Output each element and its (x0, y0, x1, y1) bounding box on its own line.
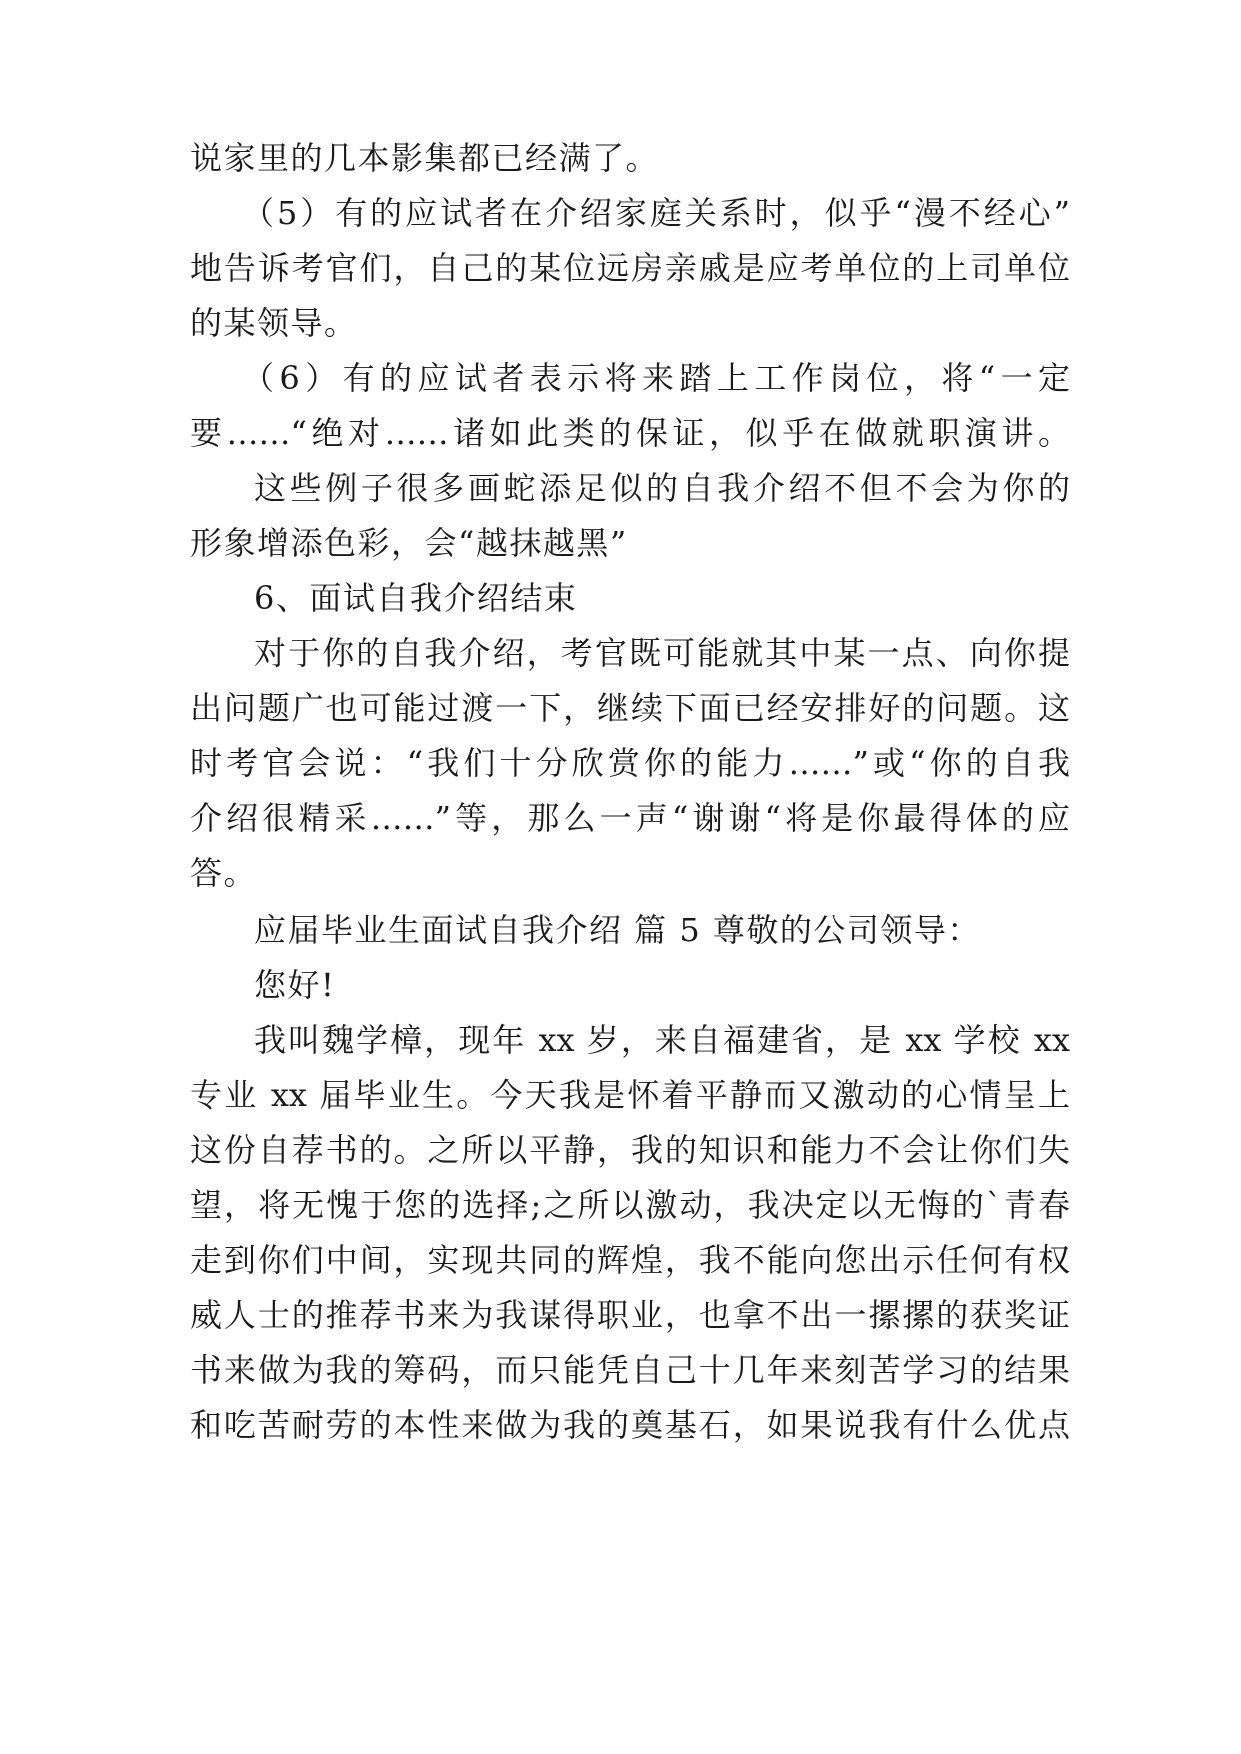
paragraph-line: 书来做为我的筹码，而只能凭自己十几年来刻苦学习的结果 (190, 1351, 1070, 1389)
paragraph-line: 我叫魏学樟，现年 xx 岁，来自福建省，是 xx 学校 xx (254, 1021, 1070, 1059)
paragraph-line: 威人士的推荐书来为我谋得职业，也拿不出一摞摞的获奖证 (190, 1296, 1070, 1334)
paragraph-line: 专业 xx 届毕业生。今天我是怀着平静而又激动的心情呈上 (190, 1076, 1070, 1114)
paragraph-line: 的某领导。 (190, 304, 358, 342)
paragraph-line: （6）有的应试者表示将来踏上工作岗位，将“一定 (242, 359, 1070, 397)
paragraph-line: 答。 (190, 854, 258, 892)
paragraph-line: 这些例子很多画蛇添足似的自我介绍不但不会为你的 (254, 469, 1070, 507)
paragraph-line: 走到你们中间，实现共同的辉煌，我不能向您出示任何有权 (190, 1241, 1070, 1279)
paragraph-line: 和吃苦耐劳的本性来做为我的奠基石，如果说我有什么优点 (190, 1406, 1070, 1444)
paragraph-line: 望，将无愧于您的选择;之所以激动，我决定以无悔的`青春 (190, 1186, 1070, 1224)
paragraph-line: 出问题广也可能过渡一下，继续下面已经安排好的问题。这 (190, 689, 1070, 727)
paragraph-line: 这份自荐书的。之所以平静，我的知识和能力不会让你们失 (190, 1131, 1070, 1169)
paragraph-line: 地告诉考官们，自己的某位远房亲戚是应考单位的上司单位 (190, 249, 1070, 287)
paragraph-line: 介绍很精采……”等，那么一声“谢谢“将是你最得体的应 (190, 799, 1070, 837)
paragraph-line: 要……“绝对……诸如此类的保证，似乎在做就职演讲。 (190, 414, 1070, 452)
paragraph-line: 6、面试自我介绍结束 (254, 579, 578, 617)
paragraph-line: 时考官会说：“我们十分欣赏你的能力……”或“你的自我 (190, 744, 1070, 782)
paragraph-line: 说家里的几本影集都已经满了。 (190, 139, 660, 177)
paragraph-line: 形象增添色彩，会“越抹越黑” (190, 524, 628, 562)
paragraph-line: （5）有的应试者在介绍家庭关系时，似乎“漫不经心” (242, 194, 1070, 232)
paragraph-line: 您好! (254, 966, 336, 1004)
paragraph-line: 应届毕业生面试自我介绍 篇 5 尊敬的公司领导： (254, 911, 981, 949)
paragraph-line: 对于你的自我介绍，考官既可能就其中某一点、向你提 (254, 634, 1070, 672)
